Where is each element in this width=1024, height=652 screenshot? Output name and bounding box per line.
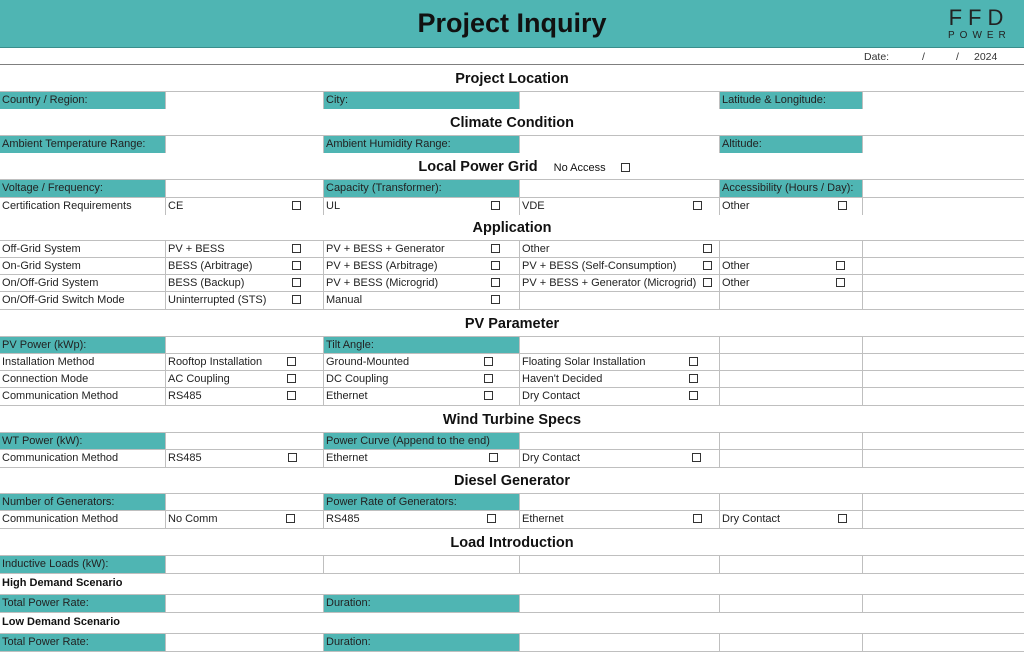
rs485-checkbox[interactable] <box>287 391 296 400</box>
grid-title: Local Power Grid <box>418 159 538 175</box>
header-bar <box>0 0 1024 48</box>
diesel-comm-row <box>0 510 1024 529</box>
ul-option: UL <box>323 198 519 215</box>
total-power-rate-label: Total Power Rate: <box>0 634 165 651</box>
ground-mounted-checkbox[interactable] <box>484 357 493 366</box>
pv-row <box>0 353 1024 371</box>
empty-cell <box>719 556 862 573</box>
empty-cell <box>862 556 1024 573</box>
total-power-rate-input[interactable] <box>165 634 323 651</box>
manual-checkbox[interactable] <box>491 295 500 304</box>
empty-cell <box>719 634 862 651</box>
app-option: BESS (Arbitrage) <box>165 258 323 275</box>
total-power-rate-label: Total Power Rate: <box>0 595 165 612</box>
app-option: Uninterrupted (STS) <box>165 292 323 309</box>
uninterrupted-sts-checkbox[interactable] <box>292 295 301 304</box>
high-demand-row <box>0 594 1024 612</box>
tilt-angle-input[interactable] <box>519 337 719 354</box>
app-option: PV + BESS (Self-Consumption) <box>519 258 719 275</box>
low-demand-row <box>0 633 1024 652</box>
app-option: PV + BESS (Microgrid) <box>323 275 519 292</box>
app-option: Manual <box>323 292 519 309</box>
accessibility-input[interactable] <box>862 180 1024 197</box>
section-title-diesel: Diesel Generator <box>453 473 571 489</box>
diesel-comm-label: Communication Method <box>2 513 119 525</box>
diesel-option: No Comm <box>165 511 323 528</box>
app-row-label: On/Off-Grid Switch Mode <box>2 294 125 306</box>
altitude-label: Altitude: <box>719 136 862 153</box>
rooftop-checkbox[interactable] <box>287 357 296 366</box>
date-separator: / <box>922 51 925 63</box>
pv-option: DC Coupling <box>323 371 519 388</box>
pv-row <box>0 370 1024 388</box>
diesel-option: Dry Contact <box>719 511 862 528</box>
pv-option: RS485 <box>165 388 323 405</box>
capacity-input[interactable] <box>519 180 719 197</box>
diesel-option: RS485 <box>323 511 519 528</box>
empty-cell <box>719 292 862 309</box>
wind-comm-row <box>0 449 1024 468</box>
app-option: PV + BESS + Generator (Microgrid) <box>519 275 719 292</box>
empty-cell <box>862 595 1024 612</box>
duration-input[interactable] <box>519 634 719 651</box>
section-title-load: Load Introduction <box>450 535 574 551</box>
ce-option: CE <box>165 198 323 215</box>
ce-checkbox[interactable] <box>292 201 301 210</box>
diesel-option: Ethernet <box>519 511 719 528</box>
application-row <box>0 291 1024 310</box>
diesel-dry-contact-checkbox[interactable] <box>838 514 847 523</box>
voltage-input[interactable] <box>165 180 323 197</box>
wind-power-row <box>0 432 1024 450</box>
app-option: BESS (Backup) <box>165 275 323 292</box>
divider <box>0 64 1024 65</box>
pv-bess-generator-microgrid-checkbox[interactable] <box>703 278 712 287</box>
diesel-row <box>0 493 1024 511</box>
app-option: PV + BESS <box>165 241 323 258</box>
pv-row-label: Communication Method <box>2 390 119 402</box>
empty-cell <box>719 337 862 354</box>
dc-coupling-checkbox[interactable] <box>484 374 493 383</box>
grid-row <box>0 179 1024 197</box>
city-label: City: <box>323 92 519 109</box>
inductive-loads-input[interactable] <box>165 556 323 573</box>
application-row <box>0 257 1024 275</box>
low-demand-heading: Low Demand Scenario <box>0 612 1024 630</box>
capacity-label: Capacity (Transformer): <box>323 180 519 197</box>
country-input[interactable] <box>165 92 323 109</box>
no-comm-checkbox[interactable] <box>286 514 295 523</box>
pv-option: AC Coupling <box>165 371 323 388</box>
empty-cell <box>862 388 1024 405</box>
empty-cell <box>519 292 719 309</box>
wt-power-label: WT Power (kW): <box>0 433 165 450</box>
app-option <box>719 241 862 258</box>
pv-option: Ground-Mounted <box>323 354 519 371</box>
other-checkbox[interactable] <box>703 244 712 253</box>
inductive-row <box>0 555 1024 573</box>
dry-contact-checkbox[interactable] <box>689 391 698 400</box>
country-label: Country / Region: <box>0 92 165 109</box>
application-row <box>0 240 1024 258</box>
empty-cell <box>719 371 862 388</box>
empty-cell <box>862 292 1024 309</box>
pv-bess-self-consumption-checkbox[interactable] <box>703 261 712 270</box>
empty-cell <box>862 450 1024 467</box>
empty-cell <box>862 634 1024 651</box>
empty-cell <box>862 337 1024 354</box>
pv-power-input[interactable] <box>165 337 323 354</box>
temperature-input[interactable] <box>165 136 323 153</box>
section-title-wind: Wind Turbine Specs <box>442 412 582 428</box>
app-option: PV + BESS (Arbitrage) <box>323 258 519 275</box>
section-title-grid <box>0 159 1024 175</box>
duration-label: Duration: <box>323 595 519 612</box>
empty-cell <box>862 241 1024 258</box>
empty-cell <box>719 433 862 450</box>
empty-cell <box>862 354 1024 371</box>
voltage-label: Voltage / Frequency: <box>0 180 165 197</box>
wind-option: Dry Contact <box>519 450 719 467</box>
other-checkbox[interactable] <box>838 201 847 210</box>
section-title-pv: PV Parameter <box>464 316 560 332</box>
section-title-location: Project Location <box>455 71 569 87</box>
accessibility-label: Accessibility (Hours / Day): <box>719 180 862 197</box>
humidity-label: Ambient Humidity Range: <box>323 136 519 153</box>
pv-row <box>0 387 1024 406</box>
page-title: Project Inquiry <box>417 8 607 38</box>
empty-cell <box>719 354 862 371</box>
pv-option: Dry Contact <box>519 388 719 405</box>
other-option: Other <box>719 198 862 215</box>
empty-cell <box>862 371 1024 388</box>
date-separator: / <box>956 51 959 63</box>
pv-bess-microgrid-checkbox[interactable] <box>491 278 500 287</box>
other-checkbox[interactable] <box>836 261 845 270</box>
empty-cell <box>862 198 1024 215</box>
pv-row-label: Installation Method <box>2 356 95 368</box>
humidity-input[interactable] <box>519 136 719 153</box>
empty-cell <box>862 433 1024 450</box>
pv-option: Haven't Decided <box>519 371 719 388</box>
app-row-label: On-Grid System <box>2 260 81 272</box>
section-title-application: Application <box>472 220 552 236</box>
generator-rate-label: Power Rate of Generators: <box>323 494 519 511</box>
climate-row <box>0 135 1024 153</box>
vde-checkbox[interactable] <box>693 201 702 210</box>
temperature-label: Ambient Temperature Range: <box>0 136 165 153</box>
app-option: Other <box>519 241 719 258</box>
certification-row <box>0 197 1024 215</box>
altitude-input[interactable] <box>862 136 1024 153</box>
wind-comm-label: Communication Method <box>2 452 119 464</box>
ethernet-checkbox[interactable] <box>484 391 493 400</box>
latlong-input[interactable] <box>862 92 1024 109</box>
app-row-label: On/Off-Grid System <box>2 277 99 289</box>
pv-power-row <box>0 336 1024 354</box>
power-curve-input[interactable] <box>519 433 719 450</box>
generator-number-label: Number of Generators: <box>0 494 165 511</box>
wind-option: Ethernet <box>323 450 519 467</box>
section-title-climate: Climate Condition <box>449 115 575 131</box>
app-option: PV + BESS + Generator <box>323 241 519 258</box>
high-demand-heading: High Demand Scenario <box>0 573 1024 591</box>
wind-option: RS485 <box>165 450 323 467</box>
total-power-rate-input[interactable] <box>165 595 323 612</box>
floating-solar-checkbox[interactable] <box>689 357 698 366</box>
power-curve-label: Power Curve (Append to the end) <box>323 433 519 450</box>
application-row <box>0 274 1024 292</box>
wind-ethernet-checkbox[interactable] <box>489 453 498 462</box>
empty-cell <box>719 595 862 612</box>
pv-option: Floating Solar Installation <box>519 354 719 371</box>
city-input[interactable] <box>519 92 719 109</box>
pv-bess-arbitrage-checkbox[interactable] <box>491 261 500 270</box>
empty-cell <box>519 556 719 573</box>
pv-option: Rooftop Installation <box>165 354 323 371</box>
pv-row-label: Connection Mode <box>2 373 89 385</box>
ac-coupling-checkbox[interactable] <box>287 374 296 383</box>
diesel-ethernet-checkbox[interactable] <box>693 514 702 523</box>
generator-number-input[interactable] <box>165 494 323 511</box>
duration-label: Duration: <box>323 634 519 651</box>
certification-label: Certification Requirements <box>2 200 132 212</box>
bess-arbitrage-checkbox[interactable] <box>292 261 301 270</box>
empty-cell <box>719 450 862 467</box>
empty-cell <box>862 258 1024 275</box>
diesel-rs485-checkbox[interactable] <box>487 514 496 523</box>
pv-bess-checkbox[interactable] <box>292 244 301 253</box>
latlong-label: Latitude & Longitude: <box>719 92 862 109</box>
empty-cell <box>862 494 1024 511</box>
empty-cell <box>719 494 862 511</box>
app-option: Other <box>719 275 862 292</box>
empty-cell <box>323 556 519 573</box>
generator-rate-input[interactable] <box>519 494 719 511</box>
empty-cell <box>862 275 1024 292</box>
wind-rs485-checkbox[interactable] <box>288 453 297 462</box>
wind-dry-contact-checkbox[interactable] <box>692 453 701 462</box>
app-row-label: Off-Grid System <box>2 243 81 255</box>
vde-option: VDE <box>519 198 719 215</box>
other-checkbox[interactable] <box>836 278 845 287</box>
duration-input[interactable] <box>519 595 719 612</box>
wt-power-input[interactable] <box>165 433 323 450</box>
date-year: 2024 <box>974 51 998 63</box>
app-option: Other <box>719 258 862 275</box>
empty-cell <box>862 511 1024 528</box>
tilt-angle-label: Tilt Angle: <box>323 337 519 354</box>
date-label: Date: <box>864 51 890 63</box>
havent-decided-checkbox[interactable] <box>689 374 698 383</box>
no-access-checkbox[interactable] <box>621 163 630 172</box>
location-row <box>0 91 1024 109</box>
pv-power-label: PV Power (kWp): <box>0 337 165 354</box>
pv-bess-generator-checkbox[interactable] <box>491 244 500 253</box>
bess-backup-checkbox[interactable] <box>292 278 301 287</box>
pv-option: Ethernet <box>323 388 519 405</box>
brand-logo: FFD POWER <box>948 5 1011 41</box>
ul-checkbox[interactable] <box>491 201 500 210</box>
no-access-label: No Access <box>553 162 606 174</box>
empty-cell <box>719 388 862 405</box>
inductive-loads-label: Inductive Loads (kW): <box>0 556 165 573</box>
